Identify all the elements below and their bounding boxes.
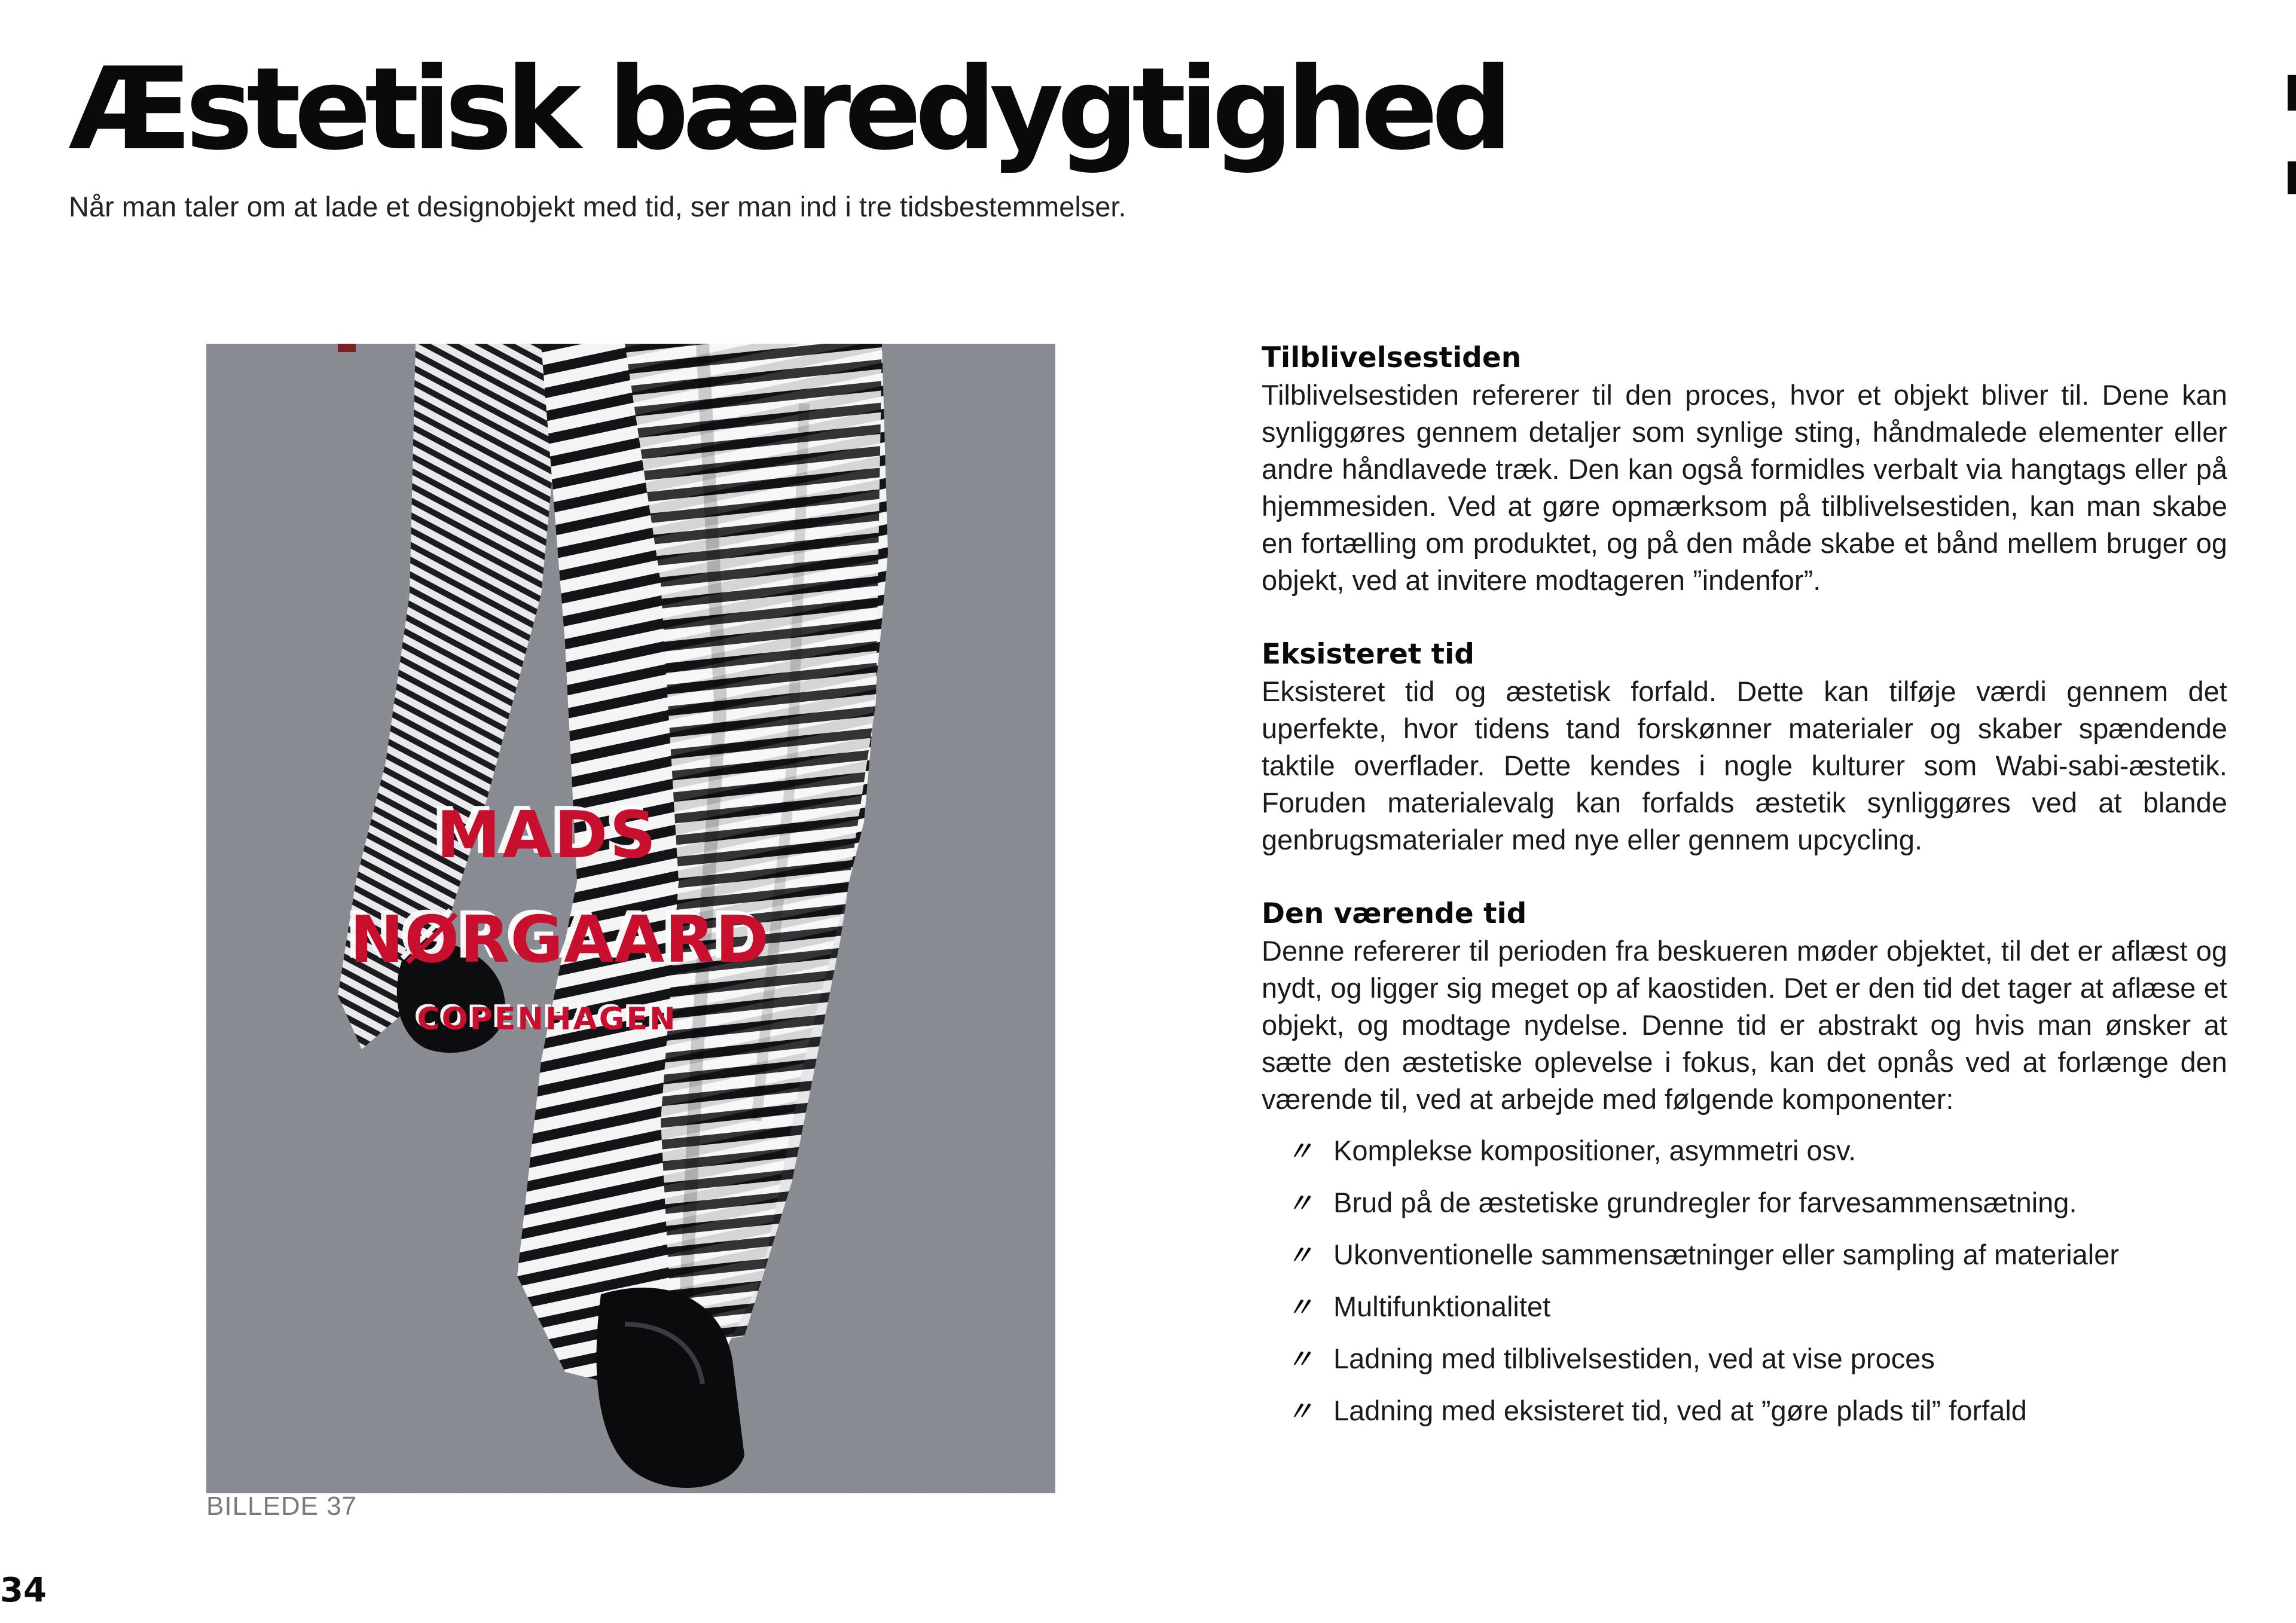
section-tilblivelsestiden — [1262, 340, 2227, 599]
quote-mark-icon: 〃 — [1287, 1344, 1313, 1375]
section-heading: Den værende tid — [1262, 897, 1527, 930]
quote-mark-icon: 〃 — [1287, 1136, 1313, 1167]
section-body: Denne refererer til perioden fra beskueren møder objektet, til det er aflæst og nydt, og ligger sig meget op af kaostiden. Det er den tid det tager at aflæse et objekt, og modtage nydelse. Denne tid er abstrakt og hvis man ønsker at sætte den æstetiske oplevelse i fokus, kan det opnås ved at forlænge den værende til, ved at arbejde med følgende komponenter: — [1262, 935, 2227, 1115]
page-subtitle: Når man taler om at lade et designobjekt med tid, ser man ind i tre tidsbestemmelser. — [69, 191, 1126, 222]
quote-mark-icon: 〃 — [1287, 1396, 1313, 1427]
quote-mark-icon: 〃 — [1287, 1188, 1313, 1219]
edge-marker — [2288, 75, 2296, 111]
list-item — [1262, 1340, 2227, 1392]
section-eksisteret-tid — [1262, 636, 2227, 858]
list-item — [1262, 1184, 2227, 1236]
brand-logo-line-1: MADS — [436, 798, 658, 873]
page-title: Æstetisk bæredygtighed — [69, 43, 1507, 175]
fashion-photo — [206, 344, 1055, 1493]
image-caption: BILLEDE 37 — [206, 1491, 358, 1521]
list-item — [1262, 1132, 2227, 1184]
list-item-text: Ladning med eksisteret tid, ved at ”gøre plads til” forfald — [1333, 1395, 2027, 1426]
section-body: Tilblivelsestiden refererer til den proces, hvor et objekt bliver til. Dene kan synliggøres gennem detaljer som synlige sting, håndmalede elementer eller andre håndlavede træk. Den kan også formidles verbalt via hangtags eller på hjemmesiden. Ved at gøre opmærksom på tilblivelsestiden, kan man skabe en fortælling om produktet, og på den måde skabe et bånd mellem bruger og objekt, ved at invitere modtageren ”indenfor”. — [1262, 379, 2227, 596]
list-item-text: Komplekse kompositioner, asymmetri osv. — [1333, 1135, 1857, 1166]
list-item — [1262, 1392, 2227, 1444]
brand-logo-line-2: NØRGAARD — [350, 903, 770, 977]
list-item-text: Ladning med tilblivelsestiden, ved at vise proces — [1333, 1343, 1935, 1374]
list-item-text: Brud på de æstetiske grundregler for farvesammensætning. — [1333, 1187, 2077, 1218]
page-number: 34 — [0, 1571, 47, 1610]
list-item — [1262, 1236, 2227, 1288]
brand-logo-line-3: COPENHAGEN — [417, 1001, 677, 1037]
components-list — [1262, 1132, 2227, 1444]
section-den-vaerende-tid — [1262, 895, 2227, 1118]
body-text-column — [1262, 340, 2227, 1444]
section-heading: Tilblivelsestiden — [1262, 341, 1522, 374]
list-item — [1262, 1288, 2227, 1340]
section-body: Eksisteret tid og æstetisk forfald. Dette kan tilføje værdi gennem det uperfekte, hvor tidens tand forskønner materialer og skaber spændende taktile overflader. Dette kendes i nogle kulturer som Wabi-sabi-æstetik. Foruden materialevalg kan forfalds æstetik synliggøres ved at blande genbrugsmaterialer med nye eller gennem upcycling. — [1262, 676, 2227, 855]
edge-marker — [2288, 161, 2296, 194]
quote-mark-icon: 〃 — [1287, 1240, 1313, 1271]
list-item-text: Ukonventionelle sammensætninger eller sampling af materialer — [1333, 1239, 2120, 1270]
list-item-text: Multifunktionalitet — [1333, 1291, 1551, 1322]
quote-mark-icon: 〃 — [1287, 1292, 1313, 1323]
section-heading: Eksisteret tid — [1262, 638, 1474, 671]
